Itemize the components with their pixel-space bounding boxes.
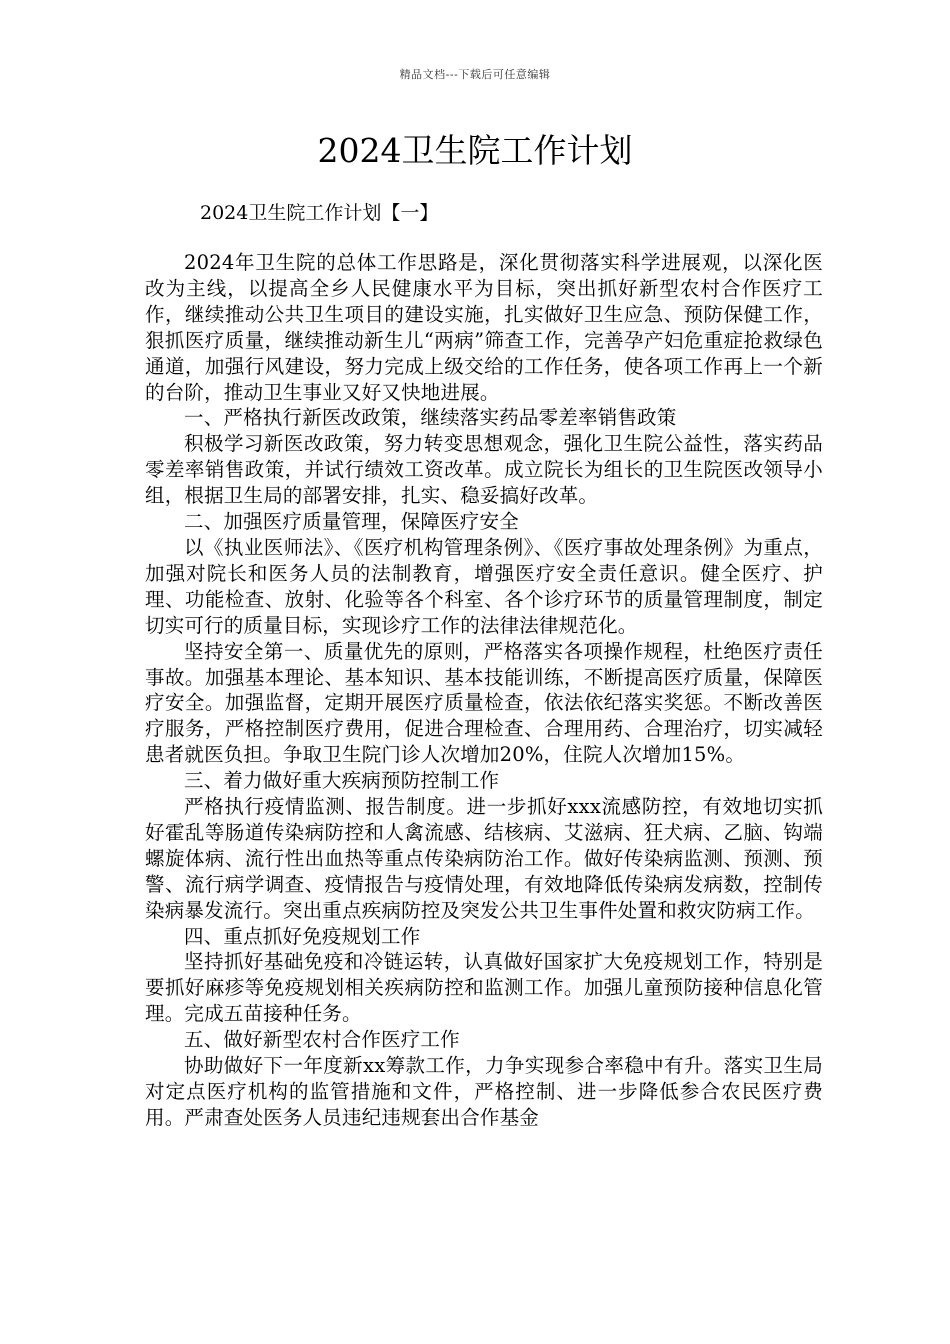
paragraph: 严格执行疫情监测、报告制度。进一步抓好xxx流感防控，有效地切实抓好霍乱等肠道传染病防控和人禽流感、结核病、艾滋病、狂犬病、乙脑、钩端螺旋体病、流行性出血热等重点传染病防治工作。做好传染病监测、预测、预警、流行病学调查、疫情报告与疫情处理，有效地降低传染病发病数，控制传染病暴发流行。突出重点疾病防控及突发公共卫生事件处置和救灾防病工作。 [145,795,823,922]
paragraph: 协助做好下一年度新xx筹款工作，力争实现参合率稳中有升。落实卫生局对定点医疗机构的监管措施和文件，严格控制、进一步降低参合农民医疗费用。严肃查处医务人员违纪违规套出合作基金 [145,1054,823,1129]
section-heading: 一、严格执行新医改政策，继续落实药品零差率销售政策 [184,406,677,430]
paragraph: 积极学习新医改政策，努力转变思想观念，强化卫生院公益性，落实药品零差率销售政策，并试行绩效工资改革。成立院长为组长的卫生院医改领导小组，根据卫生局的部署安排，扎实、稳妥搞好改革。 [145,432,823,508]
section-heading: 四、重点抓好免疫规划工作 [184,924,421,948]
section-heading: 五、做好新型农村合作医疗工作 [184,1028,460,1052]
paragraph: 坚持抓好基础免疫和冷链运转，认真做好国家扩大免疫规划工作，特别是要抓好麻疹等免疫规划相关疾病防控和监测工作。加强儿童预防接种信息化管理。完成五苗接种任务。 [145,950,823,1026]
section-heading: 二、加强医疗质量管理，保障医疗安全 [184,510,519,534]
section-subtitle: 2024卫生院工作计划【一】 [200,202,439,224]
paragraph: 坚持安全第一、质量优先的原则，严格落实各项操作规程，杜绝医疗责任事故。加强基本理论、基本知识、基本技能训练，不断提高医疗质量，保障医疗安全。加强监督，定期开展医疗质量检查，依法依纪落实奖惩。不断改善医疗服务，严格控制医疗费用，促进合理检查、合理用药、合理治疗，切实减轻患者就医负担。争取卫生院门诊人次增加20%，住院人次增加15%。 [145,639,823,767]
header-note: 精品文档---下载后可任意编辑 [399,68,551,81]
paragraph: 2024年卫生院的总体工作思路是，深化贯彻落实科学进展观，以深化医改为主线，以提高全乡人民健康水平为目标，突出抓好新型农村合作医疗工作，继续推动公共卫生项目的建设实施，扎实做好卫生应急、预防保健工作，狠抓医疗质量，继续推动新生儿“两病”筛查工作，完善孕产妇危重症抢救绿色通道，加强行风建设，努力完成上级交给的工作任务，使各项工作再上一个新的台阶，推动卫生事业又好又快地进展。 [145,251,823,404]
paragraph: 以《执业医师法》、《医疗机构管理条例》、《医疗事故处理条例》为重点，加强对院长和医务人员的法制教育，增强医疗安全责任意识。健全医疗、护理、功能检查、放射、化验等各个科室、各个诊疗环节的质量管理制度，制定切实可行的质量目标，实现诊疗工作的法律法律规范化。 [145,535,823,637]
document-title: 2024卫生院工作计划 [317,131,633,170]
body-text [145,250,823,1131]
section-heading: 三、着力做好重大疾病预防控制工作 [184,769,500,793]
